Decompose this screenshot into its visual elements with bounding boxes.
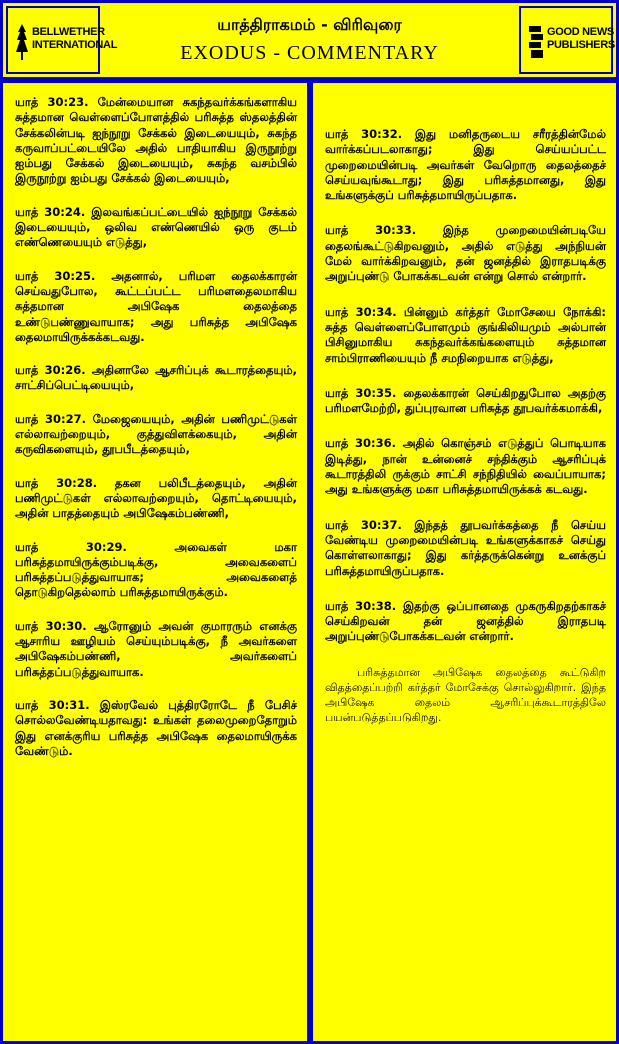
verse-30-26: யாத் 30:26. அதினாலே ஆசரிப்புக் கூடாரத்தையும், சாட்சிப்பெட்டியையும், (15, 363, 297, 393)
verse-30-32: யாத் 30:32. இது மனிதருடைய சரீரத்தின்மேல் வார்க்கப்படலாகாது; இது செய்யப்பட்ட முறைமையின்படி அவர்கள் வேறொரு தைலத்தைச் செய்யவுங்கூடாது; இது பரிசுத்தமானது, இது உங்களுக்குப் பரிசுத்தமாயிருப்பதாக. (325, 127, 606, 203)
verse-30-24: யாத் 30:24. இலவங்கப்பட்டையில் ஐந்நூறு சேக்கல் இடையையும், ஒலிவ எண்ணெயில் ஒரு குடம் எண்ணெயையும் எடுத்து, (15, 204, 297, 250)
bellwether-logo (6, 6, 118, 74)
verse-30-36: யாத் 30:36. அதில் கொஞ்சம் எடுத்துப் பொடியாக இடித்து, நான் உன்னைச் சந்திக்கும் ஆசரிப்புக் கூடாரத்திலி ருக்கும் சாட்சி சந்நிதியில் வைப்பாயாக; அது உங்களுக்கு மகா பரிசுத்தமாயிருக்கக் கடவது. (325, 436, 606, 497)
book-stack-icon (527, 22, 545, 62)
verse-30-25: யாத் 30:25. அதனால், பரிமள தைலக்காரன் செய்வதுபோல, கூட்டப்பட்ட பரிமளதைலமாகிய சுத்தமான அபிஷேக தைலத்தை உண்டுபண்ணுவாயாக; அது பரிசுத்த அபிஷேக தைலமாயிருக்கக்கடவது. (15, 268, 297, 344)
title-tamil: யாத்திராகமம் - விரிவுரை (217, 15, 402, 34)
verse-30-38: யாத் 30:38. இதற்கு ஒப்பானதை முகருகிறதற்காகச் செய்கிறவன் தன் ஜனத்தில் இராதபடி அறுப்புண்டுபோகக்கடவன் என்றார். (325, 598, 606, 644)
commentary-note: பரிசுத்தமான அபிஷேக தைலத்தை கூட்டுகிற விதத்தைப்பற்றி கர்த்தர் மோசேக்கு சொல்லுகிறார். இந்த அபிஷேக தைலம் ஆசரிப்புக்கூடாரத்திலே பயன்படுத்தப்படுகிறது. (325, 665, 606, 724)
title-block (103, 6, 516, 74)
bellwether-ram-icon (14, 22, 30, 62)
verse-30-28: யாத் 30:28. தகன பலிபீடத்தையும், அதின் பணிமுட்டுகள் எல்லாவற்றையும், தொட்டியையும், அதின் பாதத்தையும் அபிஷேகம்பண்ணி, (15, 475, 297, 521)
verse-30-31: யாத் 30:31. இஸ்ரவேல் புத்திரரோடே நீ பேசிச் சொல்லவேண்டியதாவது: உங்கள் தலைமுறைதோறும் இது எனக்குரிய பரிசுத்த அபிஷேக தைலமாயிருக்க வேண்டும். (15, 697, 297, 758)
bellwether-logo-text: BELLWETHER INTERNATIONAL (32, 26, 118, 51)
title-english: EXODUS - COMMENTARY (180, 42, 439, 64)
verse-30-27: யாத் 30:27. மேஜையையும், அதின் பணிமுட்டுகள் எல்லாவற்றையும், குத்துவிளக்கையும், அதின் கருவிகளையும், தூபபீடத்தையும், (15, 411, 297, 457)
good-news-logo-text: GOOD NEWS PUBLISHERS (547, 26, 615, 51)
verse-30-30: யாத் 30:30. ஆரோனும் அவன் குமாரரும் எனக்கு ஆசாரிய ஊழியம் செய்யும்படிக்கு, நீ அவர்களை அபிஷேகம்பண்ணி, அவர்களைப் பரிசுத்தப்படுத்துவாயாக. (15, 618, 297, 679)
verse-30-35: யாத் 30:35. தைலக்காரன் செய்கிறதுபோல அதற்கு பரிமளமேற்றி, துப்புரவான பரிசுத்த தூபவர்க்கமாக்கி, (325, 385, 606, 416)
verse-30-33: யாத் 30:33. இந்த முறைமையின்படியே தைலங்கூட்டுகிறவனும், அதில் எடுத்து அந்நியன் மேல் வார்க்கிறவனும், தன் ஜனத்தில் இராதபடிக்கு அறுப்புண்டு போகக்கடவன் என்று சொல் என்றார். (325, 223, 606, 284)
right-column (310, 80, 619, 1044)
verse-30-34: யாத் 30:34. பின்னும் கர்த்தர் மோசேயை நோக்கி: சுத்த வெள்ளைப்போளமும் குங்கிலியமும் அல்பான் பிசினுமாகிய சுகந்தவர்க்கங்களையும் சுத்தமான சாம்பிராணியையும் நீ சமநிறையாக எடுத்து, (325, 304, 606, 365)
good-news-logo (519, 6, 613, 74)
verse-30-23: யாத் 30:23. மேன்மையான சுகந்தவர்க்கங்களாகிய சுத்தமான வெள்ளைப்போளத்தில் பரிசுத்த ஸ்தலத்தின் சேக்கலின்படி ஐந்நூறு சேக்கல் இடையையும், சுகந்த கருவாப்பட்டையிலே அதில் பாதியாகிய இருநூற்று ஐம்பது சேக்கல் இடையையும், சுகந்த வசம்பில் இருநூற்று ஐம்பது சேக்கல் இடையையும், (15, 95, 297, 186)
verse-30-37: யாத் 30:37. இந்தத் தூபவர்க்கத்தை நீ செய்ய வேண்டிய முறைமையின்படி உங்களுக்காகச் செய்து கொள்ளலாகாது; இது கர்த்தருக்கென்று உனக்குப் பரிசுத்தமாயிருப்பதாக. (325, 517, 606, 578)
header-banner (0, 0, 619, 80)
left-column (0, 80, 310, 1044)
verse-30-29: யாத் 30:29. அவைகள் மகா பரிசுத்தமாயிருக்கும்படிக்கு, அவைகளைப் பரிசுத்தப்படுத்துவாயாக; அவைகளைத் தொடுகிறதெல்லாம் பரிசுத்தமாயிருக்கும். (15, 539, 297, 600)
